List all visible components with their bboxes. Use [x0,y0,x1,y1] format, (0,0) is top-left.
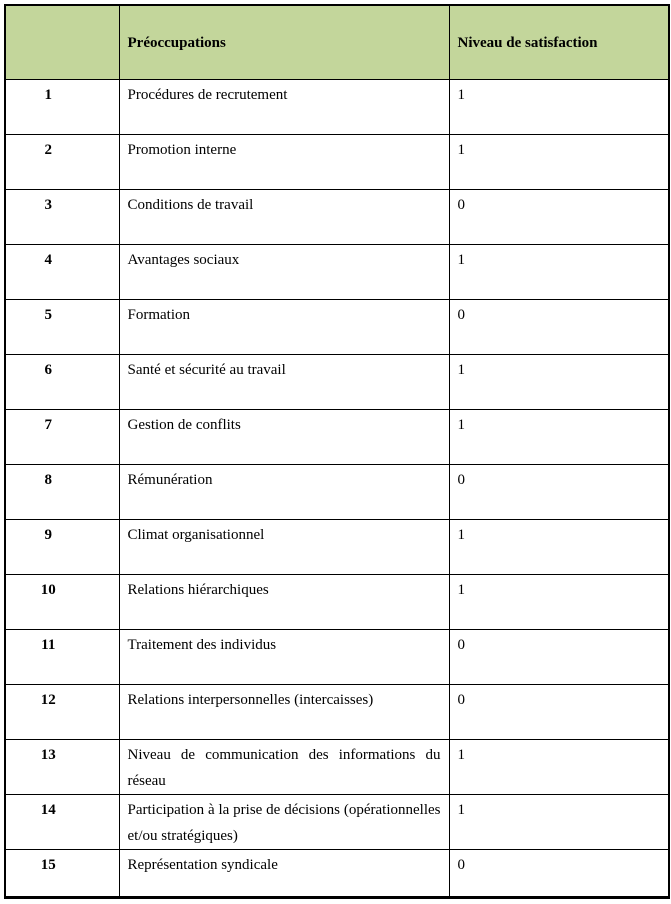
row-number: 12 [5,684,119,739]
header-cell-satisfaction: Niveau de satisfaction [449,5,669,79]
header-cell-preoccupations: Préoccupations [119,5,449,79]
table-row [5,794,669,849]
table-row [5,464,669,519]
row-label: Conditions de travail [119,189,449,244]
row-number: 5 [5,299,119,354]
row-number: 9 [5,519,119,574]
row-label: Promotion interne [119,134,449,189]
table-row [5,849,669,897]
row-value: 0 [449,189,669,244]
row-value: 1 [449,409,669,464]
row-label: Santé et sécurité au travail [119,354,449,409]
row-value: 0 [449,464,669,519]
row-number: 14 [5,794,119,849]
table-row [5,134,669,189]
row-label: Climat organisationnel [119,519,449,574]
row-label: Relations hiérarchiques [119,574,449,629]
row-label: Traitement des individus [119,629,449,684]
row-label: Procédures de recrutement [119,79,449,134]
row-value: 1 [449,739,669,794]
table-row [5,244,669,299]
row-value: 0 [449,849,669,897]
row-label: Gestion de conflits [119,409,449,464]
row-label: Avantages sociaux [119,244,449,299]
row-label: Relations interpersonnelles (intercaisses) [119,684,449,739]
row-label: Formation [119,299,449,354]
row-value: 1 [449,519,669,574]
table-row [5,354,669,409]
row-value: 0 [449,299,669,354]
row-number: 7 [5,409,119,464]
row-label: Niveau de communication des informations du réseau [119,739,449,794]
row-number: 15 [5,849,119,897]
row-value: 1 [449,794,669,849]
row-label: Participation à la prise de décisions (opérationnelles et/ou stratégiques) [119,794,449,849]
row-value: 1 [449,574,669,629]
table-row [5,574,669,629]
row-label: Représentation syndicale [119,849,449,897]
header-cell-index [5,5,119,79]
row-number: 8 [5,464,119,519]
table-row [5,739,669,794]
row-value: 1 [449,354,669,409]
row-number: 10 [5,574,119,629]
row-number: 6 [5,354,119,409]
satisfaction-table [4,4,670,899]
table-row [5,519,669,574]
header-row [5,5,669,79]
row-label: Rémunération [119,464,449,519]
table-row [5,409,669,464]
table-row [5,684,669,739]
row-value: 0 [449,684,669,739]
row-number: 1 [5,79,119,134]
row-number: 2 [5,134,119,189]
row-value: 1 [449,79,669,134]
row-number: 4 [5,244,119,299]
table-row [5,189,669,244]
table-row [5,79,669,134]
row-value: 0 [449,629,669,684]
row-value: 1 [449,244,669,299]
row-number: 11 [5,629,119,684]
row-number: 3 [5,189,119,244]
table-row [5,299,669,354]
row-number: 13 [5,739,119,794]
row-value: 1 [449,134,669,189]
table-row [5,629,669,684]
